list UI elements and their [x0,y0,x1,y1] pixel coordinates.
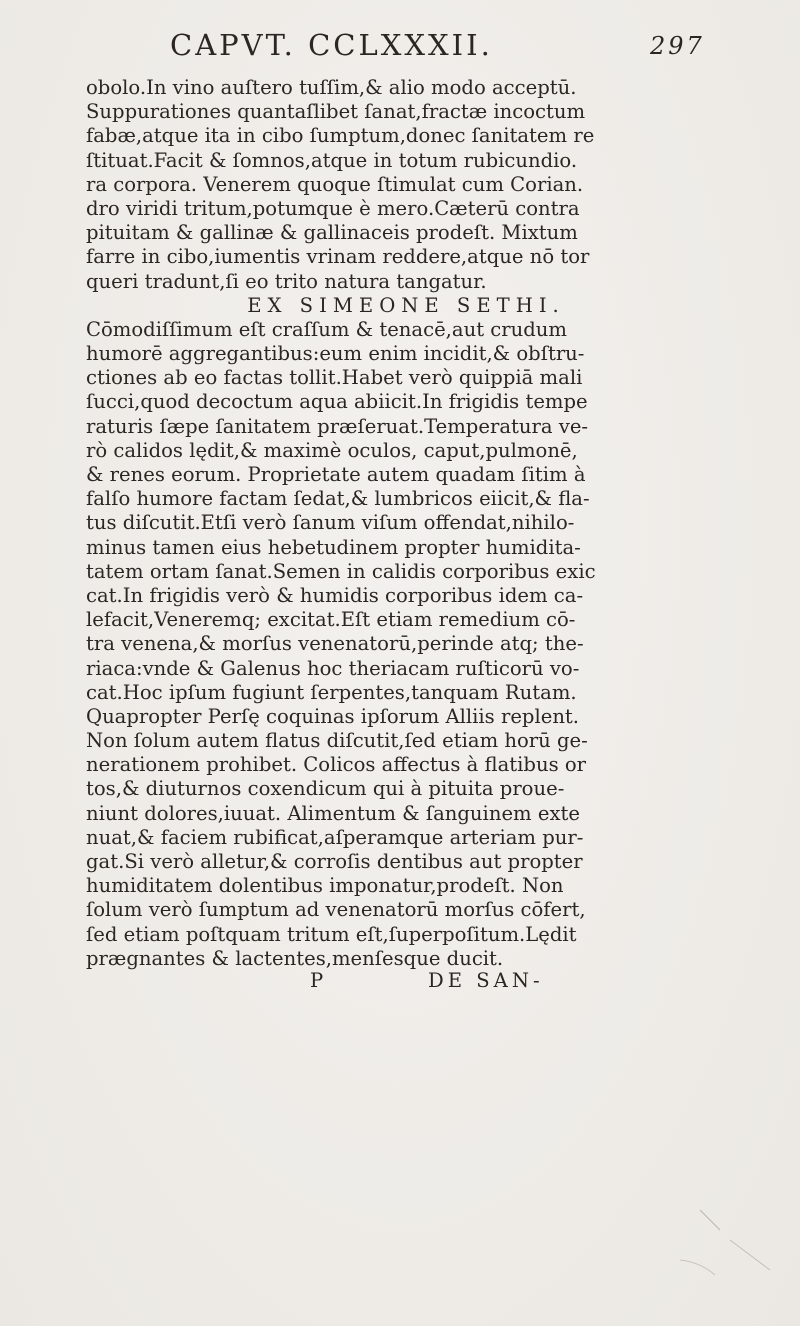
text-line: cat.In frigidis verò & humidis corporibus idem ca- [86,583,584,607]
signature-mark: P [310,968,324,992]
text-line: ra corpora. Venerem quoque ſtimulat cum Corian. [86,172,584,196]
text-line: farre in cibo,iumentis vrinam reddere,atque nō tor [86,245,590,269]
paper-stain-marks [660,1190,780,1290]
text-line: lefacit,Veneremq; excitat.Eſt etiam remedium cō- [86,608,576,632]
text-line: raturis ſæpe ſanitatem præſeruat.Temperatura ve- [86,414,589,438]
text-line: falſo humore factam ſedat,& lumbricos eiicit,& fla- [86,487,590,511]
text-line: queri tradunt,ſi eo trito natura tangatur. [86,269,487,293]
text-line: cat.Hoc ipſum fugiunt ſerpentes,tanquam Rutam. [86,680,577,704]
text-line: pituitam & gallinæ & gallinaceis prodeſt. Mixtum [86,221,578,245]
text-line: tatem ortam ſanat.Semen in calidis corporibus exic [86,559,596,583]
text-line: nuat,& faciem rubificat,aſperamque arteriam pur- [86,825,584,849]
text-line: humiditatem dolentibus imponatur,prodeſt. Non [86,874,564,898]
text-block [86,76,726,995]
text-line: tus diſcutit.Etſi verò ſanum viſum offendat,nihilo- [86,511,575,535]
text-line: niunt dolores,iuuat. Alimentum & ſanguinem exte [86,801,580,825]
text-line: tra venena,& morſus venenatorū,perinde atq; the- [86,632,584,656]
text-line: dro viridi tritum,potumque è mero.Cæterū contra [86,196,580,220]
text-line: humorē aggregantibus:eum enim incidit,& obſtru- [86,342,585,366]
text-line: riaca:vnde & Galenus hoc theriacam ruſticorū vo- [86,656,580,680]
text-line: fabæ,atque ita in cibo ſumptum,donec ſanitatem re [86,124,595,148]
section-heading: EX SIMEONE SETHI. [247,293,565,317]
text-line: Suppurationes quantaſlibet ſanat,fractæ incoctum [86,100,586,124]
text-line: Cōmodiſſimum eſt craſſum & tenacē,aut crudum [86,317,567,341]
text-line: ſed etiam poſtquam tritum eſt,ſuperpoſitum.Lędit [86,922,577,946]
text-line: rò calidos lędit,& maximè oculos, caput,pulmonē, [86,438,578,462]
text-line: ſucci,quod decoctum aqua abiicit.In frigidis tempe [86,390,588,414]
text-line: obolo.In vino auſtero tuſſim,& alio modo acceptū. [86,76,577,99]
text-line: Non ſolum autem flatus diſcutit,ſed etiam horū ge- [86,729,588,753]
text-line: ſtituat.Facit & ſomnos,atque in totum rubicundio. [86,148,578,172]
text-line: & renes eorum. Proprietate autem quadam ſitim à [86,463,586,486]
text-line: gat.Si verò alletur,& corroſis dentibus aut propter [86,850,583,873]
text-line: tos,& diuturnos coxendicum qui à pituita proue- [86,777,565,801]
text-line: ctiones ab eo factas tollit.Habet verò quippiā mali [86,366,583,390]
catchword: DE SAN- [428,968,544,992]
catchline [86,969,726,995]
text-line: prægnantes & lactentes,menſesque ducit. [86,946,504,970]
running-header [170,28,730,72]
chapter-title: CAPVT. CCLXXXII. [170,28,493,62]
text-line: nerationem prohibet. Colicos affectus à flatibus or [86,753,587,777]
text-line: Quapropter Perſę coquinas ipſorum Alliis replent. [86,704,580,728]
text-line: ſolum verò ſumptum ad venenatorū morſus cōfert, [86,898,586,922]
text-line: minus tamen eius hebetudinem propter humidita- [86,535,581,559]
page-number: 297 [650,32,705,60]
